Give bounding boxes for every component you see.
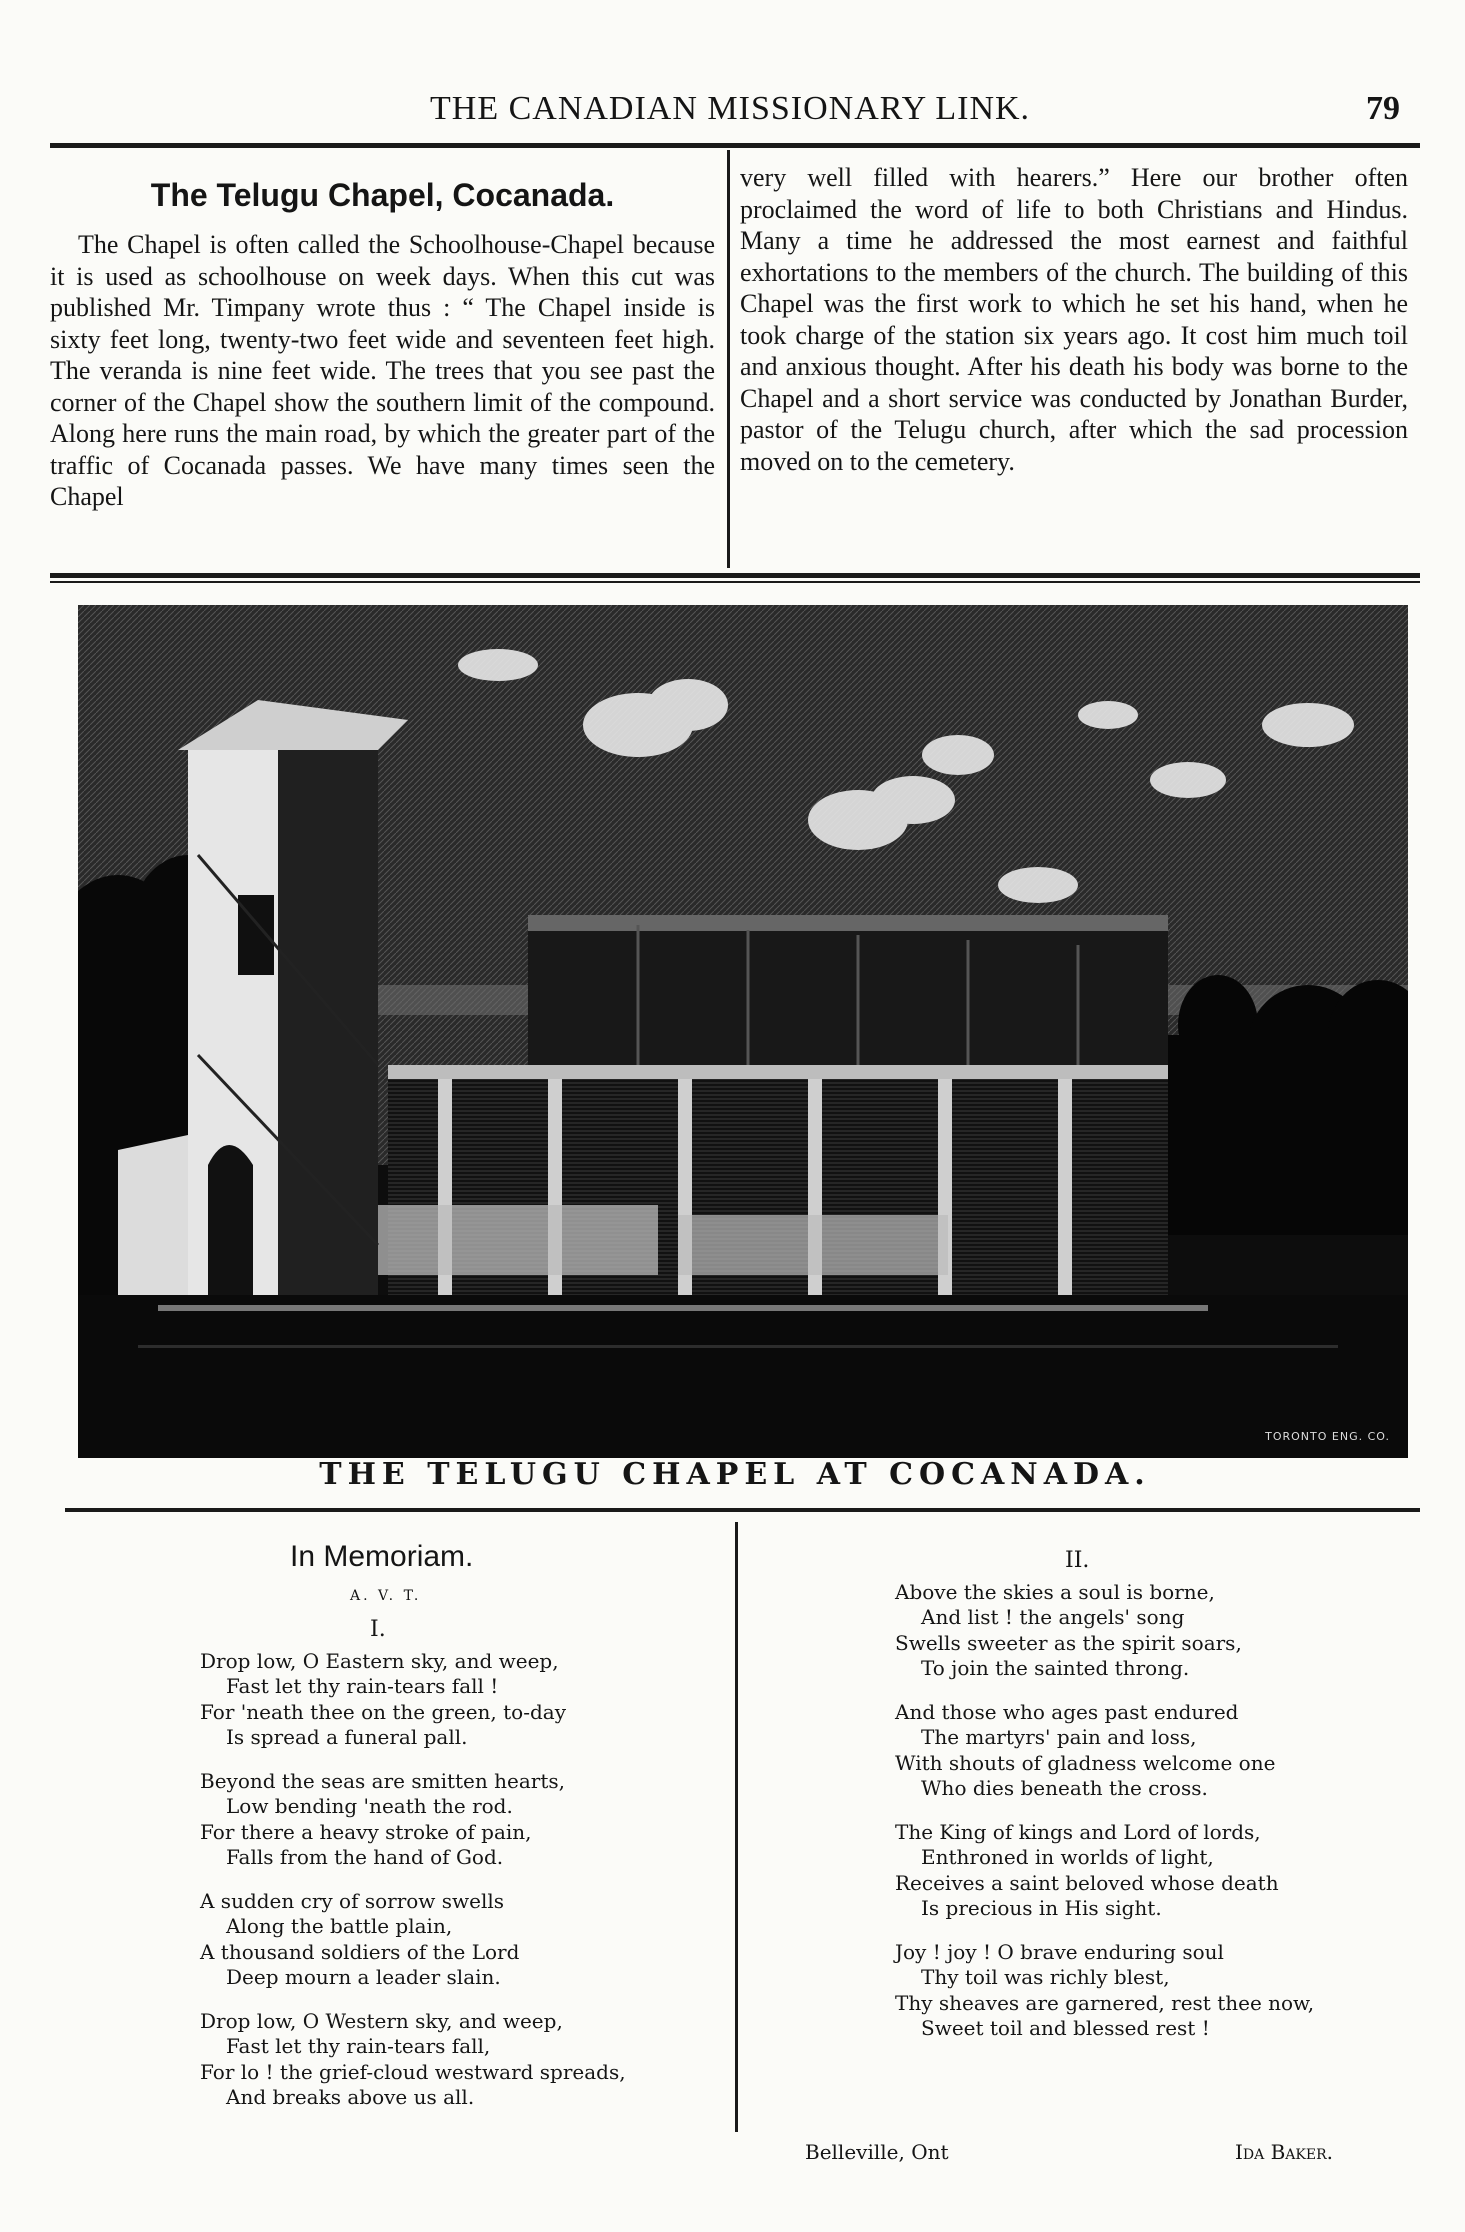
- poem-line: Drop low, O Western sky, and weep,: [200, 2008, 563, 2033]
- poem-line: A thousand soldiers of the Lord: [200, 1939, 520, 1964]
- chapel-engraving: [78, 605, 1408, 1458]
- poem-line: For lo ! the grief-cloud westward spreads,: [200, 2059, 626, 2084]
- article-paragraph-right: very well filled with hearers.” Here our brother often proclaimed the word of life to both Christians and Hindus. Many a time he addressed the most earnest and faithful exhortations to the members of the church. The building of this Chapel was the first work to which he set his hand, when he took charge of the station six years ago. It cost him much toil and anxious thought. After his death his body was borne to the Chapel and a short service was conducted by Jonathan Burder, pastor of the Telugu church, after which the sad procession moved on to the cemetery.: [740, 163, 1408, 476]
- poem-line: Drop low, O Eastern sky, and weep,: [200, 1648, 559, 1673]
- stanza: [895, 1940, 1415, 2042]
- journal-title: THE CANADIAN MISSIONARY LINK.: [430, 90, 1031, 127]
- part-one-label: I.: [370, 1617, 386, 1642]
- poem-author: Ida Baker.: [1235, 2140, 1333, 2164]
- poem-line: Fast let thy rain-tears fall,: [226, 2034, 491, 2058]
- poem-line: With shouts of gladness welcome one: [895, 1750, 1276, 1775]
- article-left-column: [50, 165, 715, 513]
- poem-line: A sudden cry of sorrow swells: [200, 1888, 505, 1913]
- stanza: [200, 1889, 720, 1991]
- article-paragraph-left: The Chapel is often called the Schoolhouse-Chapel because it is used as schoolhouse on week days. When this cut was published Mr. Timpany wrote thus : “ The Chapel inside is sixty feet long, twenty-two feet wide and seventeen feet high. The veranda is nine feet wide. The trees that you see past the corner of the Chapel show the southern limit of the compound. Along here runs the main road, by which the greater part of the traffic of Cocanada passes. We have many times seen the Chapel: [50, 230, 715, 511]
- trees-right: [1168, 975, 1408, 1235]
- poem-initials: A. V. T.: [350, 1587, 422, 1604]
- poem-line: Fast let thy rain-tears fall !: [226, 1674, 499, 1698]
- poem-line: Beyond the seas are smitten hearts,: [200, 1768, 565, 1793]
- poem-line: Who dies beneath the cross.: [921, 1776, 1208, 1800]
- poem-line: Joy ! joy ! O brave enduring soul: [895, 1939, 1224, 1964]
- poem-line: For there a heavy stroke of pain,: [200, 1819, 532, 1844]
- poem-line: Is precious in His sight.: [921, 1896, 1162, 1920]
- poem-line: Falls from the hand of God.: [226, 1845, 504, 1869]
- engraver-mark: TORONTO ENG. CO.: [1265, 1430, 1390, 1443]
- poem-line: And those who ages past endured: [895, 1699, 1239, 1724]
- stanza: [200, 1769, 720, 1871]
- illustration-caption: THE TELUGU CHAPEL AT COCANADA.: [319, 1457, 1151, 1492]
- poem-column-divider: [735, 1522, 738, 2132]
- part-two-label: II.: [1065, 1548, 1090, 1573]
- poem-title: In Memoriam.: [290, 1540, 474, 1573]
- poem-line: And breaks above us all.: [226, 2085, 475, 2109]
- poem-line: The martyrs' pain and loss,: [921, 1725, 1197, 1749]
- poem-line: Low bending 'neath the rod.: [226, 1794, 513, 1818]
- poem-left-column: [200, 1540, 720, 2129]
- poem-line: Enthroned in worlds of light,: [921, 1845, 1214, 1869]
- poem-line: Sweet toil and blessed rest !: [921, 2016, 1210, 2040]
- poem-line: The King of kings and Lord of lords,: [895, 1819, 1261, 1844]
- poem-line: Thy toil was richly blest,: [921, 1965, 1170, 1989]
- stanza: [895, 1700, 1415, 1802]
- stanza: [895, 1580, 1415, 1682]
- poem-line: Along the battle plain,: [226, 1914, 453, 1938]
- poem-place: Belleville, Ont: [805, 2140, 949, 2164]
- article-title: The Telugu Chapel, Cocanada.: [150, 177, 615, 213]
- stanza: [895, 1820, 1415, 1922]
- poem-line: Is spread a funeral pall.: [226, 1725, 468, 1749]
- poem-line: And list ! the angels' song: [921, 1605, 1185, 1629]
- article-bottom-rule-thin: [50, 581, 1420, 583]
- caption-rule: [65, 1508, 1420, 1512]
- stanza: [200, 2009, 720, 2111]
- column-divider: [727, 150, 730, 568]
- poem-line: Above the skies a soul is borne,: [895, 1579, 1215, 1604]
- chapel-tower: [178, 700, 408, 1310]
- poem-line: Deep mourn a leader slain.: [226, 1965, 501, 1989]
- poem-line: To join the sainted throng.: [921, 1656, 1190, 1680]
- crowd-figures: [328, 1205, 948, 1275]
- poem-line: For 'neath thee on the green, to-day: [200, 1699, 566, 1724]
- header-rule: [50, 143, 1420, 148]
- article-bottom-rule: [50, 573, 1420, 578]
- running-header: [50, 90, 1420, 140]
- poem-line: Thy sheaves are garnered, rest thee now,: [895, 1990, 1315, 2015]
- poem-line: Swells sweeter as the spirit soars,: [895, 1630, 1242, 1655]
- chapel-illustration: [78, 605, 1408, 1458]
- article-right-column: [740, 162, 1408, 477]
- poem-line: Receives a saint beloved whose death: [895, 1870, 1279, 1895]
- stanza: [200, 1649, 720, 1751]
- page-number: 79: [1366, 90, 1400, 127]
- poem-right-column: [895, 1540, 1415, 2060]
